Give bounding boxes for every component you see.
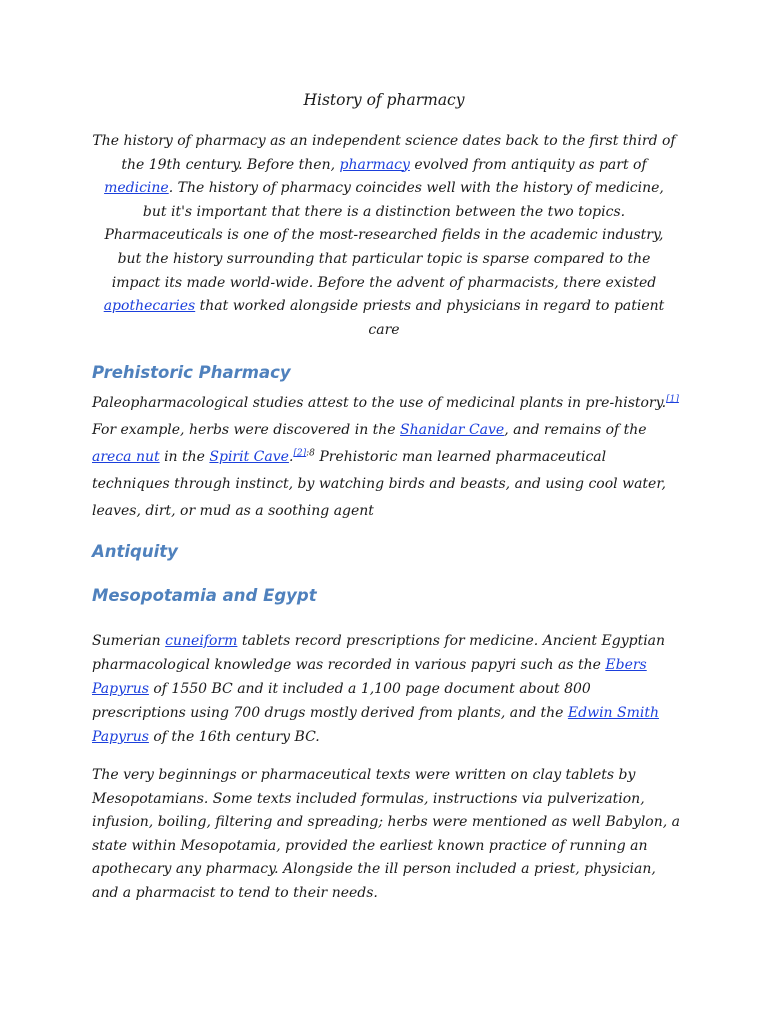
- link-apothecaries[interactable]: apothecaries: [103, 298, 196, 315]
- heading-mesopotamia-and-egypt: Mesopotamia and Egypt: [92, 586, 317, 605]
- mesopotamia-paragraph-1: [92, 629, 682, 749]
- mesopotamia-text-4: of the 16th century BC.: [148, 729, 320, 745]
- prehistoric-text-2: For example, herbs were discovered in the: [92, 422, 401, 438]
- mesopotamia-text-1: Sumerian: [92, 633, 166, 649]
- intro-text-4: that worked alongside priests and physicians in regard to patient care: [195, 298, 665, 338]
- mesopotamia-text-3: of 1550 BC and it included a 1,100 page document about 800 prescriptions using 700 drugs mostly derived from plants, and the: [92, 681, 591, 721]
- intro-paragraph: [92, 130, 676, 342]
- mesopotamia-paragraph-2: The very beginnings or pharmaceutical texts were written on clay tablets by Mesopotamians. Some texts included formulas, instructions via pulverization, infusion, boiling, filtering and spreading; herbs were mentioned as well Babylon, a state within Mesopotamia, provided the earliest known practice of running an apothecary any pharmacy. Alongside the ill person included a priest, physician, and a pharmacist to tend to their needs.: [92, 767, 680, 901]
- link-shanidar-cave[interactable]: Shanidar Cave: [400, 422, 505, 438]
- intro-text-3: . The history of pharmacy coincides well with the history of medicine, but it's important that there is a distinction between the two topics. Pharmaceuticals is one of the most-researched fields in the academic industry, but the history surrounding that particular topic is sparse compared to the impact its made world-wide. Before the advent of pharmacists, there existed: [104, 180, 664, 291]
- link-pharmacy[interactable]: pharmacy: [339, 156, 410, 173]
- prehistoric-paragraph: [92, 390, 682, 525]
- citation-2-link[interactable]: [2]: [293, 448, 307, 459]
- prehistoric-text-3: , and remains of the: [504, 422, 647, 438]
- prehistoric-text-1: Paleopharmacological studies attest to the use of medicinal plants in pre-history.: [92, 395, 667, 411]
- intro-text-1: The history of pharmacy as an independent science dates back to the first third of the 19th century. Before then,: [92, 133, 676, 173]
- link-ebers-papyrus[interactable]: Ebers Papyrus: [92, 657, 647, 697]
- link-spirit-cave[interactable]: Spirit Cave: [209, 449, 289, 465]
- prehistoric-text-4: in the: [159, 449, 210, 465]
- prehistoric-text-5: .: [288, 449, 294, 465]
- page-title: History of pharmacy: [303, 91, 465, 109]
- link-medicine[interactable]: medicine: [104, 180, 169, 197]
- link-edwin-smith-papyrus[interactable]: Edwin Smith Papyrus: [92, 705, 660, 745]
- heading-antiquity: Antiquity: [92, 542, 178, 561]
- citation-1-link[interactable]: [1]: [666, 394, 679, 405]
- prehistoric-text-6: Prehistoric man learned pharmaceutical techniques through instinct, by watching birds and beasts, and using cool water, leaves, dirt, or mud as a soothing agent: [92, 449, 666, 519]
- link-cuneiform[interactable]: cuneiform: [165, 633, 238, 649]
- intro-text-2: evolved from antiquity as part of: [409, 156, 647, 173]
- heading-prehistoric-pharmacy: Prehistoric Pharmacy: [92, 363, 291, 382]
- mesopotamia-text-2: tablets record prescriptions for medicine. Ancient Egyptian pharmacological knowledge was recorded in various papyri such as the: [92, 633, 666, 673]
- citation-2-page: :8: [306, 448, 315, 459]
- link-areca-nut[interactable]: areca nut: [92, 449, 160, 465]
